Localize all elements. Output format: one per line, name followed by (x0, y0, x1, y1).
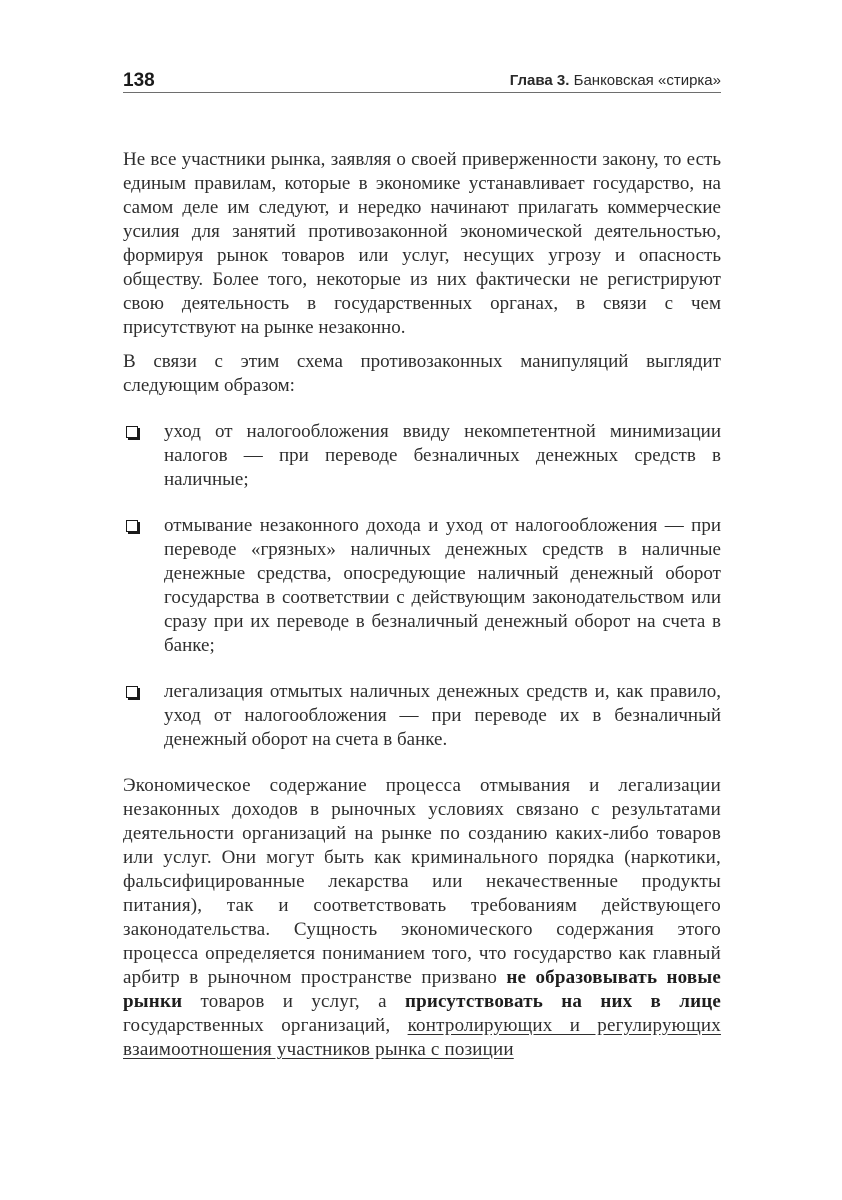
paragraph-text: государственных организаций, (123, 1015, 408, 1036)
paragraph-text: товаров и услуг, а (182, 991, 405, 1012)
paragraph-economic-content (123, 774, 721, 1062)
chapter-title: Банковская «стирка» (573, 72, 721, 89)
page-body (123, 148, 721, 1062)
list-item-text: легализация отмытых наличных денежных средств и, как правило, уход от налогообложения — при переводе их в безналичный денежный оборот на счета в банке. (164, 681, 721, 750)
checkbox-bullet-icon (126, 426, 138, 438)
scheme-list (123, 420, 721, 752)
paragraph-intro: Не все участники рынка, заявляя о своей приверженности закону, то есть единым правилам, которые в экономике устанавливает государство, на самом деле им следуют, и нередко начинают прилагать коммерческие усилия для занятий противозаконной экономической деятельностью, формируя рынок товаров или услуг, несущих угрозу и опасность обществу. Более того, некоторые из них фактически не регистрируют свою деятельность в государственных органах, в связи с чем присутствуют на рынке незаконно. (123, 149, 721, 338)
page-number: 138 (123, 70, 155, 91)
paragraph-text: Экономическое содержание процесса отмывания и легализации незаконных доходов в рыночных условиях связано с результатами деятельности организаций на рынке по созданию каких-либо товаров или услуг. Они могут быть как криминального порядка (наркотики, фальсифицированные лекарства или некачественные продукты питания), так и соответствовать требованиям действующего законодательства. Сущность экономического содержания этого процесса определяется пониманием того, что государство как главный арбитр в рыночном пространстве призвано (123, 775, 721, 988)
chapter-label: Глава 3. (509, 72, 570, 89)
running-head (510, 72, 721, 90)
list-item (123, 680, 721, 752)
list-item (123, 420, 721, 492)
list-item (123, 514, 721, 658)
paragraph-scheme-lead: В связи с этим схема противозаконных манипуляций выглядит следующим образом: (123, 351, 721, 396)
page-header (123, 70, 721, 93)
underlined-emphasis: контролирующих и регулирующих взаимоотношения участников рынка с позиции (123, 1015, 721, 1060)
checkbox-bullet-icon (126, 686, 138, 698)
list-item-text: уход от налогообложения ввиду некомпетентной минимизации налогов — при переводе безналичных денежных средств в наличные; (164, 421, 721, 490)
bold-emphasis: не образовывать новые рынки (123, 967, 721, 1012)
checkbox-bullet-icon (126, 520, 138, 532)
bold-emphasis: присутствовать на них в лице (404, 991, 722, 1012)
list-item-text: отмывание незаконного дохода и уход от налогообложения — при переводе «грязных» наличных денежных средств в наличные денежные средства, опосредующие наличный денежный оборот государства в соответствии с действующим законодательством или сразу при их переводе в безналичный денежный оборот на счета в банке; (164, 515, 721, 656)
